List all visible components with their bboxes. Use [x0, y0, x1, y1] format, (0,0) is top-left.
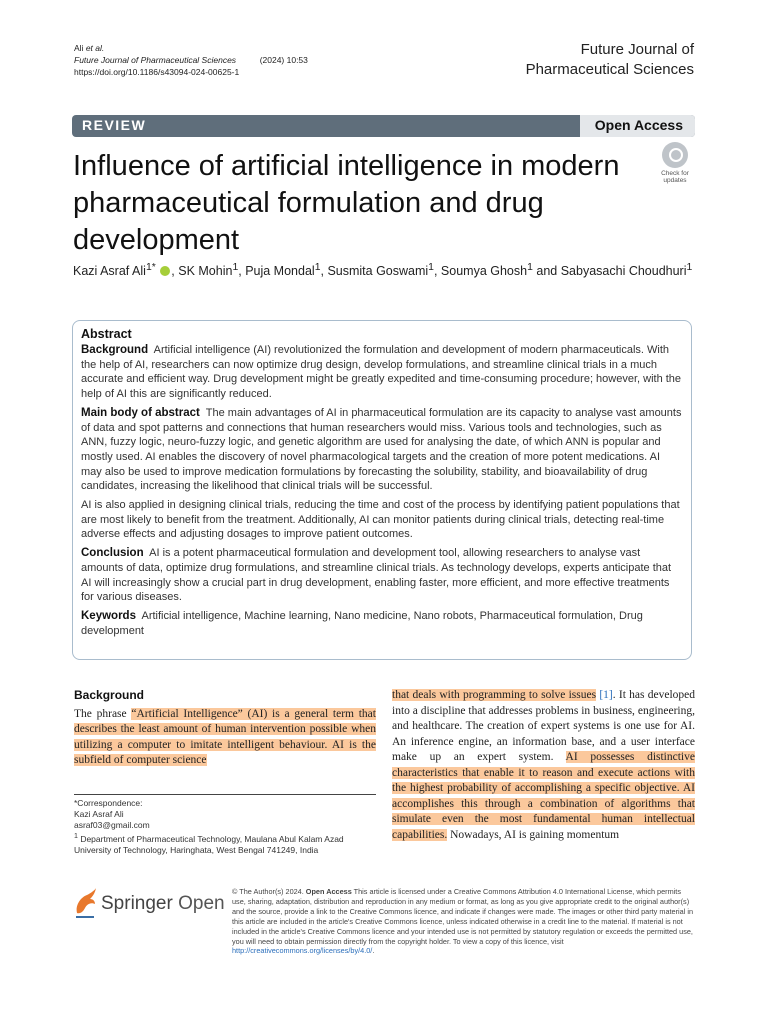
author-affiliation-sup: 1*	[145, 262, 156, 273]
correspondence-name: Kazi Asraf Ali	[74, 809, 124, 819]
meta-et-al: et al.	[85, 43, 105, 53]
abstract-box	[72, 320, 692, 660]
highlighted-text[interactable]: AI possesses distinctive characteristics that enable it to reason and execute actions with the highest probability of accomplishing a specific objective. AI accomplishes this through a combination of algorithms that simulate even the most fundamental human intellectual capabilities.	[392, 751, 695, 841]
open-access-label: Open Access	[594, 117, 683, 133]
affiliation-text: Department of Pharmaceutical Technology, Maulana Abul Kalam Azad University of Technology, Haringhata, West Bengal 741249, India	[74, 833, 344, 855]
body-right-column	[392, 688, 695, 843]
meta-journal: Future Journal of Pharmaceutical Sciences	[74, 55, 237, 65]
author-name[interactable]: SK Mohin	[178, 264, 233, 279]
correspondence-label: *Correspondence:	[74, 798, 143, 808]
author-conjunction: and	[536, 264, 558, 279]
author-name[interactable]: Kazi Asraf Ali	[73, 264, 146, 279]
article-meta	[74, 42, 308, 78]
abstract-background	[81, 343, 683, 402]
abstract-main-body	[81, 406, 683, 494]
abstract-keywords-text: Artificial intelligence, Machine learning, Nano medicine, Nano robots, Pharmaceutical formulation, Drug development	[81, 609, 643, 637]
abstract-conclusion	[81, 546, 683, 605]
highlighted-text[interactable]: “Artificial Intelligence” (AI) is a general term that describes the least amount of human intervention possible when utilizing a computer to imitate intelligent behaviour. AI is the subfield of computer science	[74, 707, 376, 766]
abstract-background-text: Artificial intelligence (AI) revolutionized the formulation and development of modern pharmaceuticals. With the help of AI, researchers can now optimize drug design, develop formulations, and streamline clinical trials in a much accurate and efficient way. Drug development might be greatly expedited and time-consuming procedure; however, with the help of AI this are significantly reduced.	[81, 344, 682, 401]
abstract-background-label: Background	[81, 344, 149, 356]
abstract-main-body-2: AI is also applied in designing clinical trials, reducing the time and cost of the process by identifying patient populations that are most likely to benefit from the treatment. Additionally, AI can monitor patients during clinical trials, detecting real-time adverse effects and adjusting dosages to improve patient outcomes.	[81, 499, 680, 541]
abstract-conclusion-label: Conclusion	[81, 547, 144, 560]
article-type-label: REVIEW	[82, 117, 147, 133]
body-left-column	[74, 688, 376, 769]
footnotes	[74, 798, 376, 856]
author-name[interactable]: Puja Mondal	[245, 264, 315, 279]
body-text: The phrase	[74, 707, 132, 720]
citation-link[interactable]: [1]	[599, 689, 613, 701]
author-name[interactable]: Sabyasachi Choudhuri	[560, 264, 687, 279]
abstract-conclusion-text: AI is a potent pharmaceutical formulation and development tool, allowing researchers to analyse vast amounts of data, optimize drug formulations, and streamline clinical trials. As technology develops, experts anticipate that AI will increasingly show a crucial part in drug development, enabling faster, more efficient, and more effective treatments for various diseases.	[81, 547, 672, 604]
meta-doi-link[interactable]: https://doi.org/10.1186/s43094-024-00625-1	[74, 67, 240, 77]
journal-name-line1: Future Journal of	[580, 41, 694, 58]
author-affiliation-sup: 1	[314, 262, 321, 273]
author-affiliation-sup: 1	[686, 262, 693, 273]
abstract-keywords-label: Keywords	[81, 609, 136, 622]
body-text: . It has developed into a discipline that addresses problems in business, engineering, and healthcare. The creation of expert systems is one use for AI. An inference engine, an information base, and a user interface make up an expert system.	[392, 689, 695, 763]
meta-author: Ali	[74, 43, 84, 53]
license-suffix: .	[372, 946, 375, 956]
article-type-band	[72, 115, 695, 137]
abstract-main-text: The main advantages of AI in pharmaceutical formulation are its capacity to analyse vast amounts of data and spot patterns and connections that human researchers would miss. Various tools and technologies, such as ANN, fuzzy logic, neuro-fuzzy logic, and genetic algorithm are used for analysing the date, of which ANN is popular and mostly used. AI enables the discovery of novel pharmacological targets and the creation of more potent medications. AI may also be used to improve medication formulations by forecasting the solubility, stability, and bioavailability of drug candidates, increasing the likelihood that clinical trials will be successful.	[81, 406, 682, 493]
abstract-keywords	[81, 609, 683, 638]
orcid-icon[interactable]	[160, 266, 170, 276]
affiliation	[74, 831, 376, 856]
article-title: Influence of artificial intelligence in modern pharmaceutical formulation and drug development	[73, 150, 620, 256]
abstract-heading: Abstract	[81, 327, 132, 341]
license-prefix: © The Author(s) 2024.	[232, 887, 304, 896]
license-text	[232, 887, 694, 956]
author-affiliation-sup: 1	[232, 262, 239, 273]
journal-name	[526, 40, 694, 80]
license-body: This article is licensed under a Creative Commons Attribution 4.0 International License, which permits use, sharing, adaptation, distribution and reproduction in any medium or format, as long as you give appropriate credit to the original author(s) and the source, provide a link to the Creative Commons licence, and indicate if changes were made. The images or other third party material in this article are included in the article's Creative Commons licence, unless indicated otherwise in a credit line to the material. If material is not included in the article's Creative Commons licence and your intended use is not permitted by statutory regulation or exceeds the permitted use, you will need to obtain permission directly from the copyright holder. To view a copy of this licence, visit	[232, 887, 694, 946]
author-affiliation-sup: 1	[527, 262, 533, 273]
check-updates-line2: updates	[663, 177, 687, 184]
correspondence-email[interactable]: asraf03@gmail.com	[74, 820, 150, 830]
check-updates-icon	[662, 142, 688, 168]
highlighted-text[interactable]: that deals with programming to solve issues	[392, 689, 597, 701]
section-heading-background: Background	[74, 688, 145, 702]
author-list: Kazi Asraf Ali$^{1*}$ , SK Mohin$^1$, Puja Mondal$^1$, Susmita Goswami$^1$, Soumya Ghosh$^1$ and Sabyasachi Choudhuri$^1$	[73, 262, 693, 279]
meta-year-volume: (2024) 10:53	[259, 55, 308, 65]
license-url-link[interactable]: http://creativecommons.org/licenses/by/4.0/	[232, 946, 373, 956]
check-updates-line1: Check for	[661, 170, 689, 177]
springer-horse-icon	[73, 887, 99, 919]
author-name[interactable]: Susmita Goswami	[327, 264, 429, 279]
check-for-updates-badge[interactable]	[656, 142, 694, 184]
author-affiliation-sup: 1	[428, 262, 434, 273]
logo-open-text: Open	[178, 893, 225, 914]
author-name[interactable]: Soumya Ghosh	[440, 264, 528, 279]
abstract-main-label: Main body of abstract	[81, 406, 200, 419]
license-open-access: Open Access	[305, 887, 352, 896]
logo-springer-text: Springer	[101, 893, 173, 914]
footnote-divider	[74, 794, 376, 795]
affiliation-sup: 1	[74, 832, 78, 840]
body-text: Nowadays, AI is gaining momentum	[447, 828, 620, 841]
springer-open-logo[interactable]	[73, 887, 223, 923]
journal-name-line2: Pharmaceutical Sciences	[525, 61, 694, 78]
